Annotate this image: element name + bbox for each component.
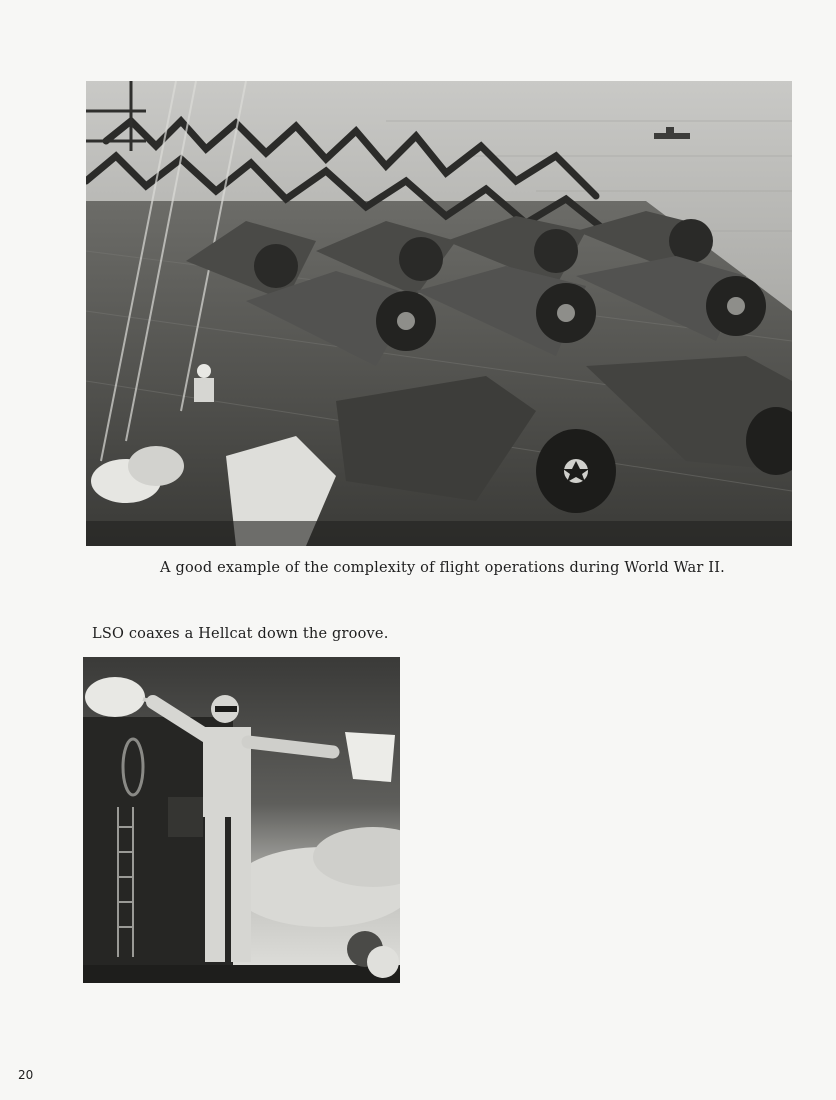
page-number: 20 [18, 1068, 34, 1082]
lso-photo [83, 657, 400, 983]
carrier-deck-photo [86, 81, 792, 546]
photo-caption: LSO coaxes a Hellcat down the groove. [92, 626, 389, 642]
photo-caption: A good example of the complexity of flight operations during World War II. [160, 560, 725, 576]
